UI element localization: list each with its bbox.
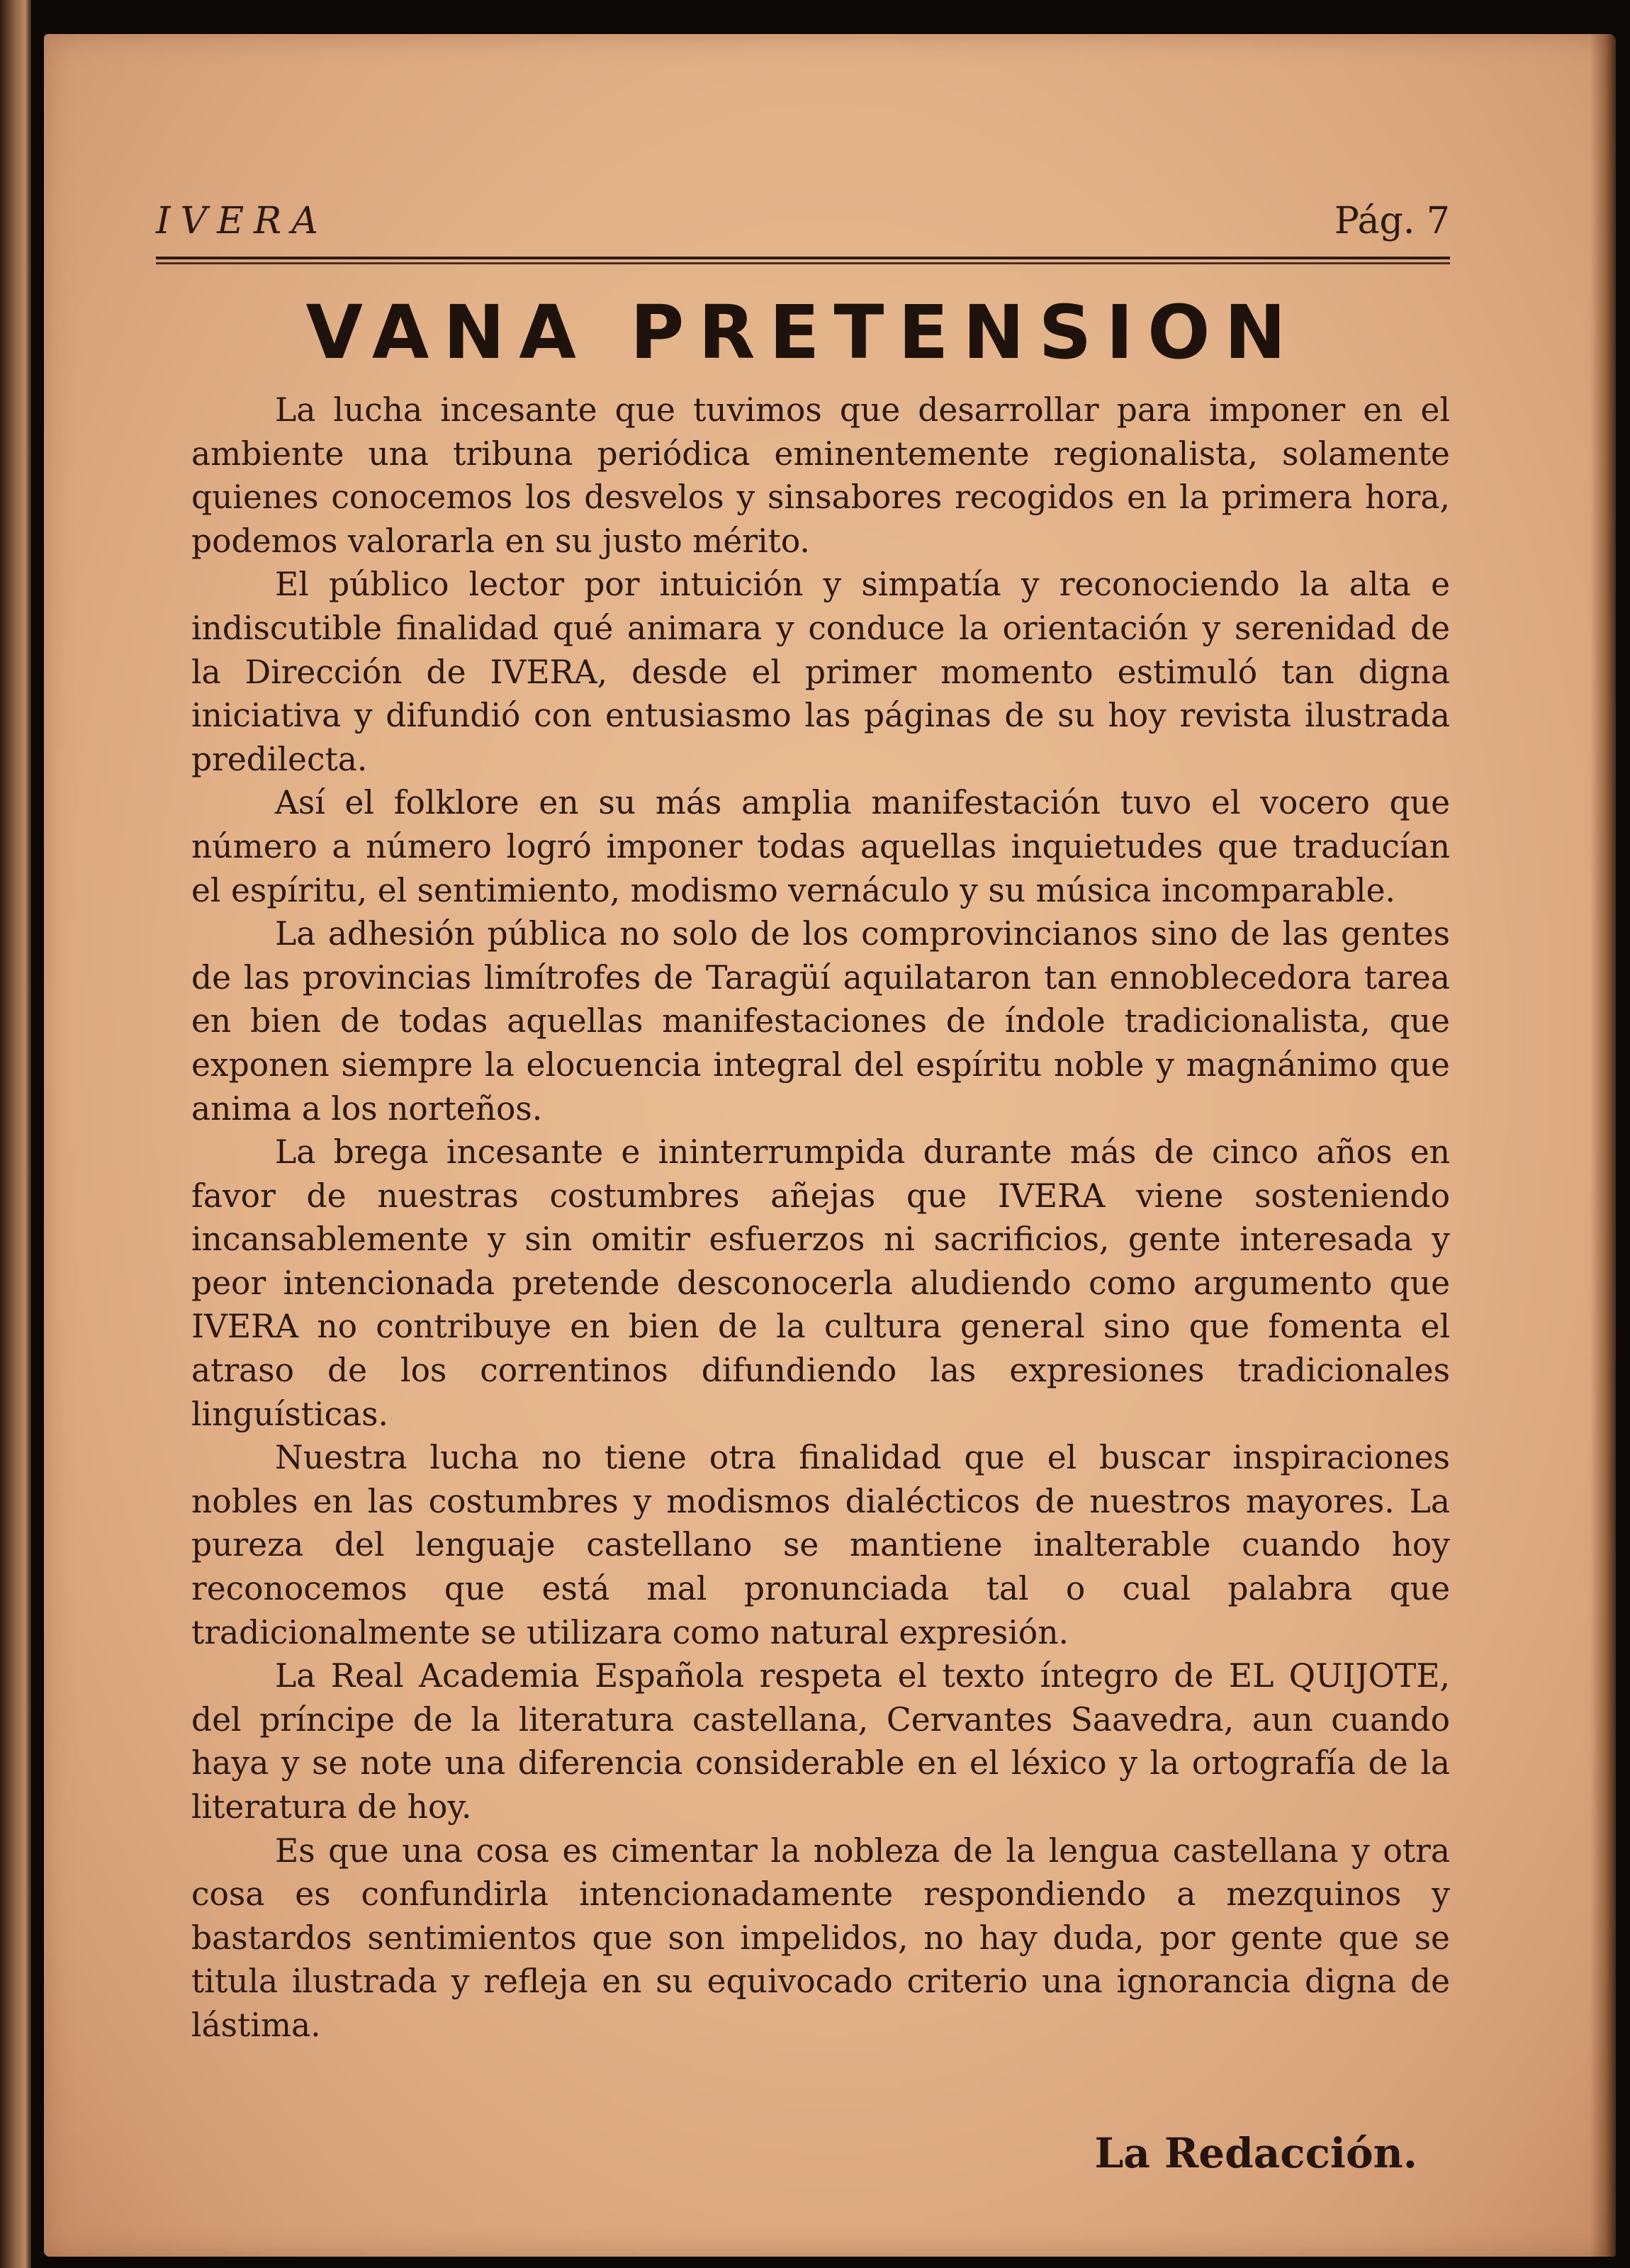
article-paragraph: Nuestra lucha no tiene otra finalidad que el buscar inspiraciones nobles en las costumbres y modismos dialécticos de nuestros mayores. La pureza del lenguaje castellano se mantiene inalterable cuando hoy reconocemos que está mal pronunciada tal o cual palabra que tradicionalmente se utilizara como natural expresión.: [191, 1439, 1450, 1651]
header-rule-line: [156, 257, 1450, 259]
article-paragraph: El público lector por intuición y simpatía y reconociendo la alta e indiscutible finalidad qué animara y conduce la orientación y serenidad de la Dirección de IVERA, desde el primer momento estimuló tan digna iniciativa y difundió con entusiasmo las páginas de su hoy revista ilustrada predilecta.: [191, 566, 1450, 778]
article-body: [191, 388, 1450, 2048]
previous-page-edge: [0, 0, 31, 2268]
header-rule-line: [156, 262, 1450, 264]
header-rule: [156, 257, 1450, 268]
article-signature: La Redacción.: [1094, 2129, 1417, 2177]
article-title: VANA PRETENSION: [305, 289, 1300, 376]
article-paragraph: La lucha incesante que tuvimos que desarrollar para imponer en el ambiente una tribuna periódica eminentemente regionalista, solamente quienes conocemos los desvelos y sinsabores recogidos en la primera hora, podemos valorarla en su justo mérito.: [191, 391, 1450, 560]
running-head: [156, 200, 1450, 249]
page-number: Pág. 7: [1334, 200, 1450, 242]
magazine-name: IVERA: [156, 200, 328, 242]
article-paragraph: La Real Academia Española respeta el texto íntegro de EL QUIJOTE, del príncipe de la literatura castellana, Cervantes Saavedra, aun cuando haya y se note una diferencia considerable en el léxico y la ortografía de la literatura de hoy.: [191, 1657, 1450, 1826]
article-paragraph: Así el folklore en su más amplia manifestación tuvo el vocero que número a número logró imponer todas aquellas inquietudes que traducían el espíritu, el sentimiento, modismo vernáculo y su música incomparable.: [191, 784, 1450, 909]
article-paragraph: Es que una cosa es cimentar la nobleza de la lengua castellana y otra cosa es confundirla intencionadamente respondiendo a mezquinos y bastardos sentimientos que son impelidos, no hay duda, por gente que se titula ilustrada y refleja en su equivocado criterio una ignorancia digna de lástima.: [191, 1831, 1450, 2044]
page-shadow-edge: [1590, 34, 1616, 2257]
article-paragraph: La brega incesante e ininterrumpida durante más de cinco años en favor de nuestras costumbres añejas que IVERA viene sosteniendo incansablemente y sin omitir esfuerzos ni sacrificios, gente interesada y peor intencionada pretende desconocerla aludiendo como argumento que IVERA no contribuye en bien de la cultura general sino que fomenta el atraso de los correntinos difundiendo las expresiones tradicionales linguísticas.: [191, 1133, 1450, 1433]
article-paragraph: La adhesión pública no solo de los comprovincianos sino de las gentes de las provincias limítrofes de Taragüí aquilataron tan ennoblecedora tarea en bien de todas aquellas manifestaciones de índole tradicionalista, que exponen siempre la elocuencia integral del espíritu noble y magnánimo que anima a los norteños.: [191, 915, 1450, 1128]
